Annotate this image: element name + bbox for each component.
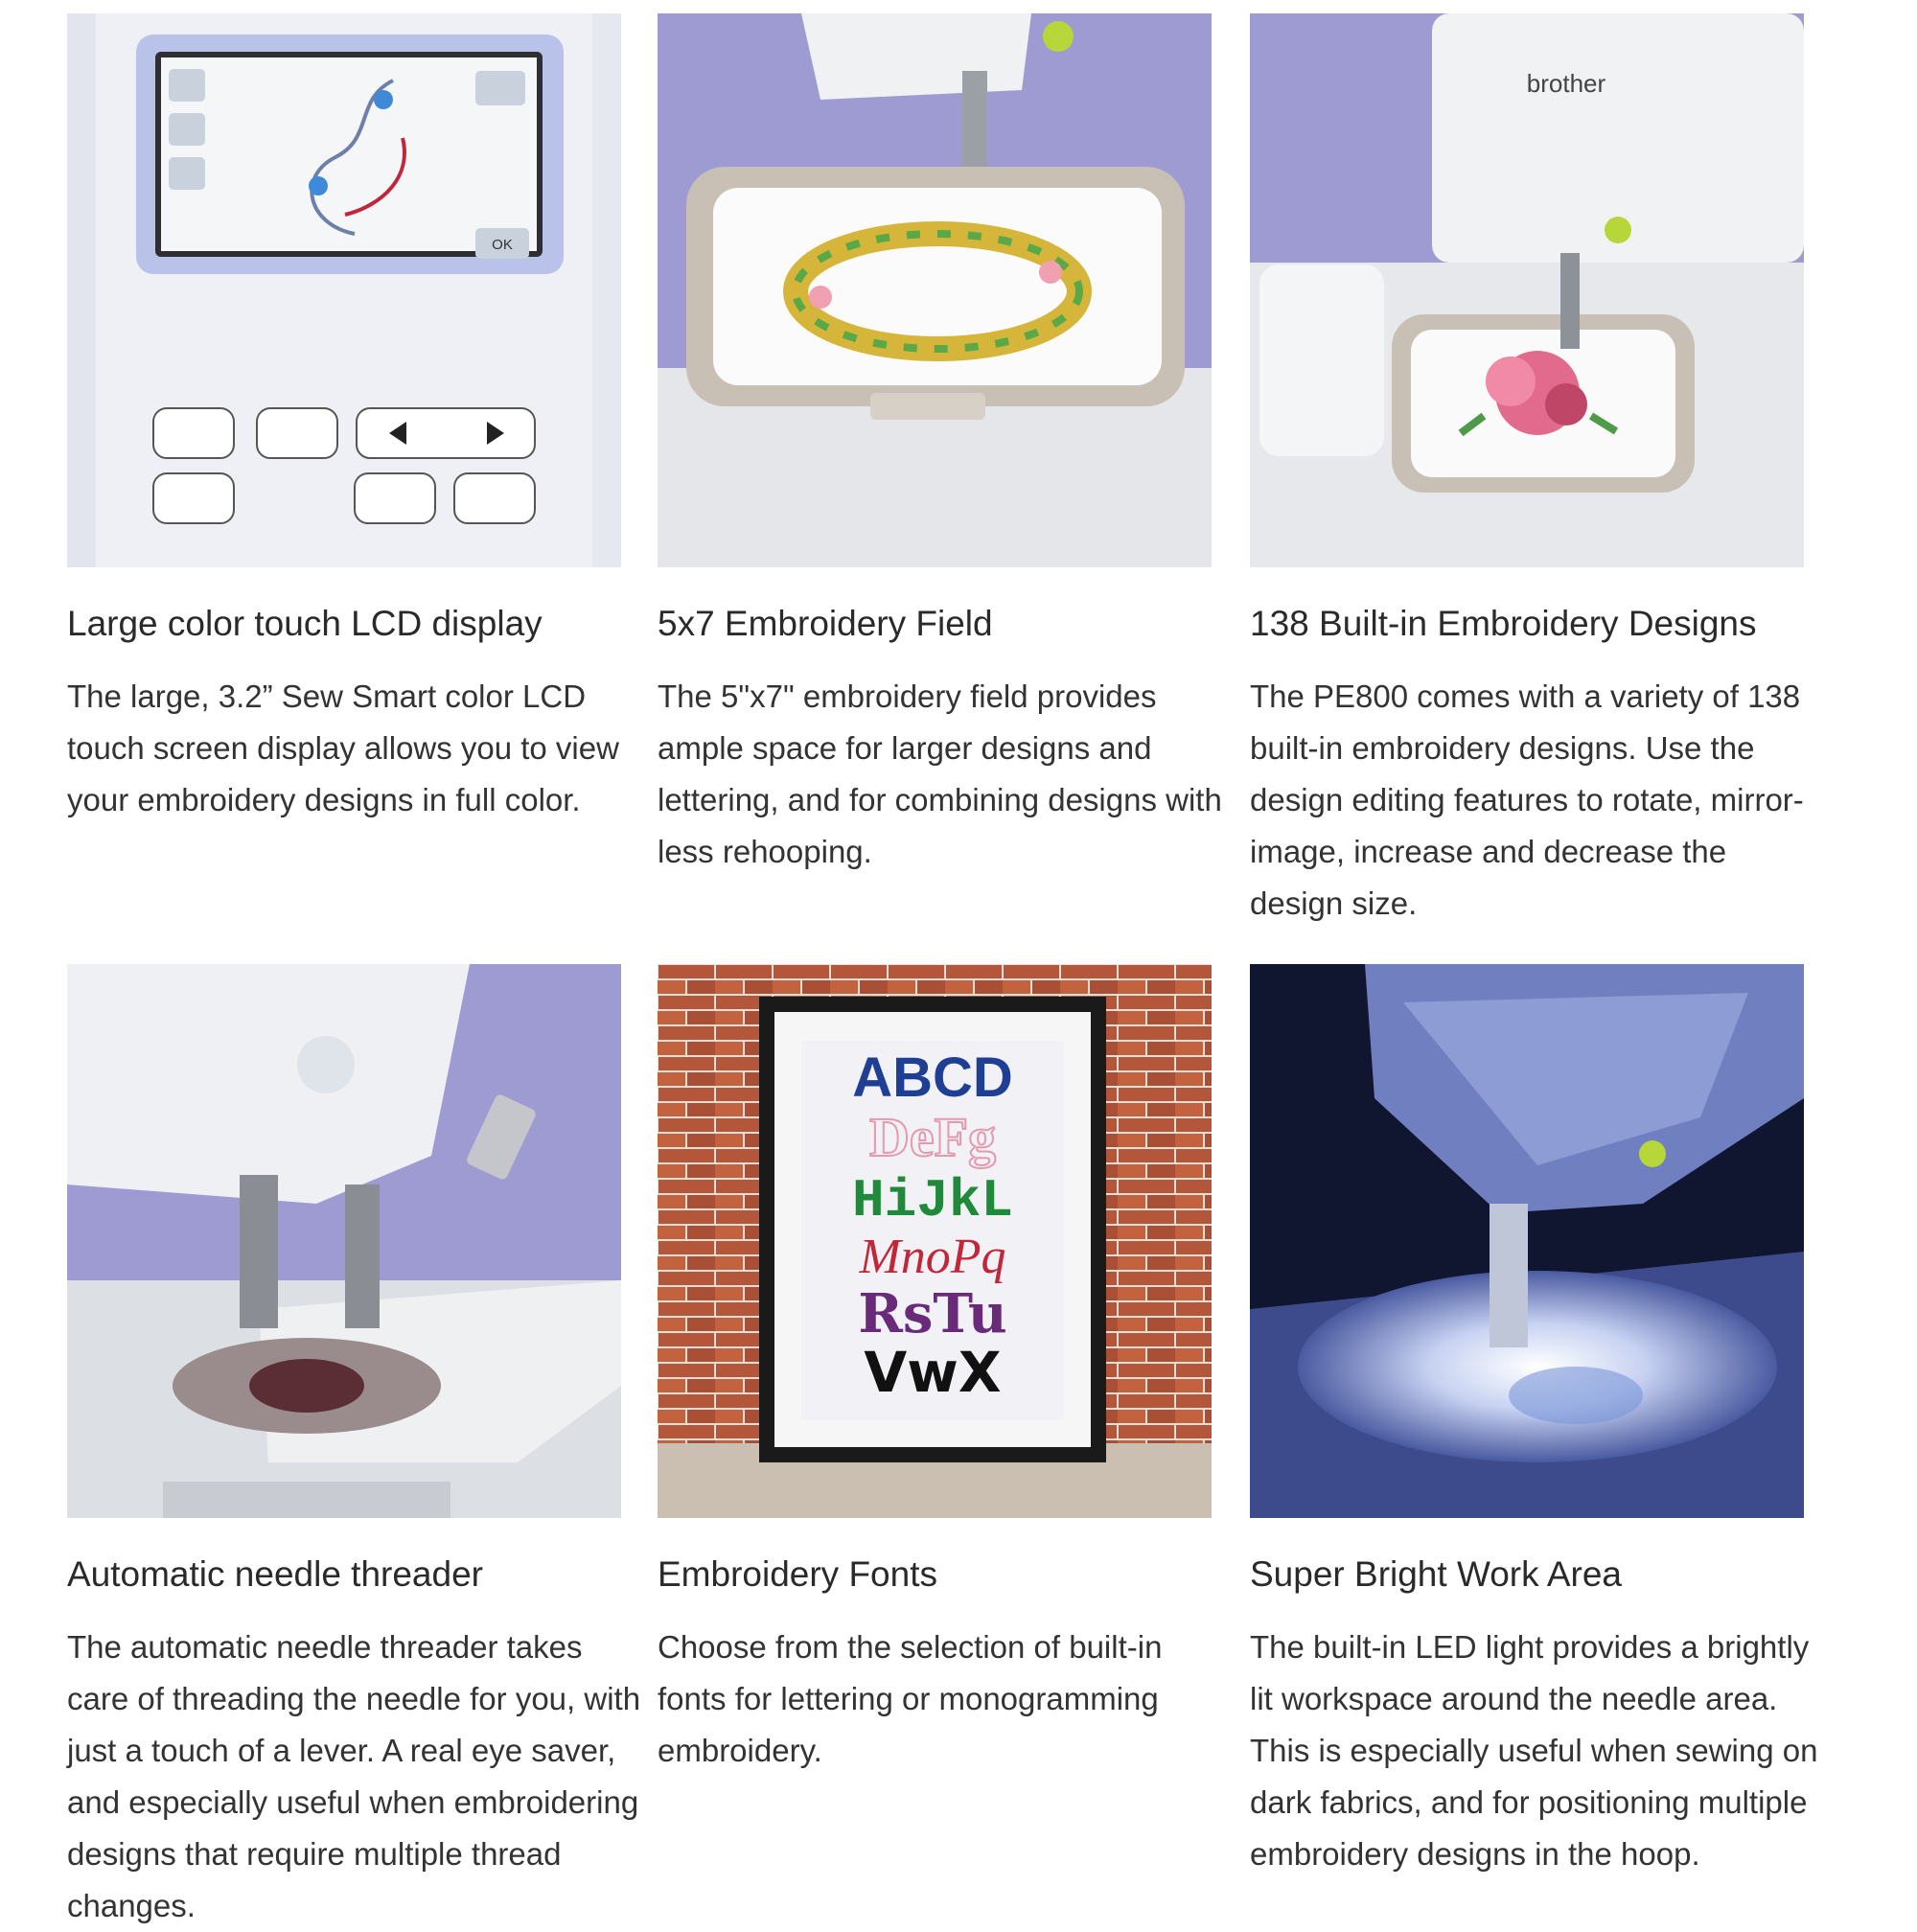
brand-logo: brother: [1526, 69, 1606, 98]
built-in-designs-image: [1250, 13, 1804, 567]
font-sample-line-4: MnoPq: [859, 1230, 1006, 1284]
feature-description: The large, 3.2” Sew Smart color LCD touch screen display allows you to view your embroidery designs in full color.: [67, 678, 619, 817]
feature-title: Automatic needle threader: [67, 1554, 483, 1594]
feature-description: The 5"x7" embroidery field provides ample space for larger designs and lettering, and for combining designs with less rehooping.: [658, 678, 1222, 869]
feature-description: The built-in LED light provides a brightly lit workspace around the needle area. This is especially useful when sewing on dark fabrics, and for positioning multiple embroidery designs in the hoop.: [1250, 1629, 1818, 1872]
feature-title: Embroidery Fonts: [658, 1554, 937, 1594]
font-sample-line-1: ABCD: [852, 1046, 1013, 1109]
lcd-display-image: [67, 13, 621, 567]
feature-description: Choose from the selection of built-in fonts for lettering or monogramming embroidery.: [658, 1629, 1163, 1768]
font-sample-line-2: DeFg: [868, 1106, 997, 1168]
embroidery-fonts-image: [658, 964, 1212, 1518]
font-sample-line-5: RsTu: [858, 1282, 1007, 1346]
font-sample-line-3: HiJkL: [851, 1170, 1014, 1231]
feature-description: The PE800 comes with a variety of 138 built-in embroidery designs. Use the design editing features to rotate, mirror-image, increase and decrease the design size.: [1250, 678, 1804, 921]
bright-work-area-image: [1250, 964, 1804, 1518]
embroidery-field-image: [658, 13, 1212, 567]
feature-title: 138 Built-in Embroidery Designs: [1250, 604, 1757, 643]
font-sample-line-6: VwX: [864, 1340, 1002, 1405]
needle-threader-image: [67, 964, 621, 1518]
feature-title: Large color touch LCD display: [67, 604, 543, 643]
feature-description: The automatic needle threader takes care of threading the needle for you, with just a touch of a lever. A real eye saver, and especially useful when embroidering designs that require multiple thread changes.: [67, 1629, 641, 1923]
feature-title: Super Bright Work Area: [1250, 1554, 1622, 1594]
screen-ok-button: OK: [492, 237, 513, 253]
feature-title: 5x7 Embroidery Field: [658, 604, 993, 643]
